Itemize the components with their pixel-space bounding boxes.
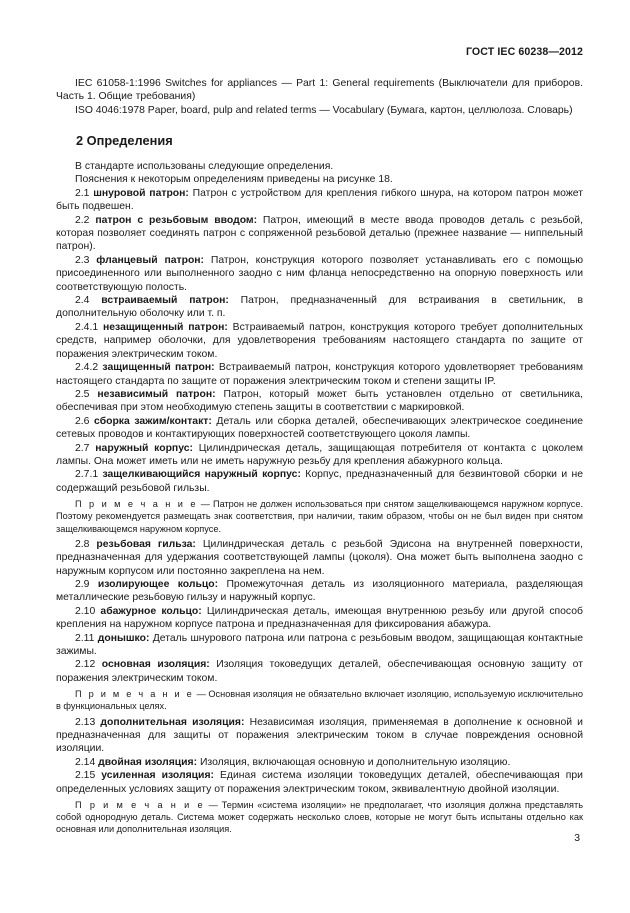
definition-term: дополнительная изоляция: xyxy=(100,716,245,728)
definition-2-13 xyxy=(56,716,583,756)
note-paragraph xyxy=(56,688,583,712)
definition-term: фланцевый патрон: xyxy=(96,254,205,266)
definition-2-7-1 xyxy=(56,468,583,495)
note-paragraph xyxy=(56,799,583,836)
intro-paragraph: В стандарте использованы следующие определения. xyxy=(75,161,334,172)
definition-2-10 xyxy=(56,605,583,632)
definition-text: Встраиваемый патрон, конструкция которого удовлетворяет требованиям настоящего стандарта по защите от поражения электрическим током и степени защиты IP. xyxy=(56,362,583,387)
definition-text: Единая система изоляции токоведущих деталей, обеспечивающая при определенных условиях защиту от поражения электрическим током, эквивалентную двойной изоляции. xyxy=(56,770,583,795)
definition-2-11 xyxy=(56,632,583,659)
definition-text: Деталь или сборка деталей, обеспечивающих электрическое соединение сетевых проводов и контактирующих поверхностей соответствующего цоколя лампы. xyxy=(56,415,583,441)
definition-number: 2.11 xyxy=(75,632,98,644)
definition-text: Патрон, имеющий в месте ввода проводов деталь с резьбой, которая позволяет соединять патрон с сопряженной резьбовой деталью (прежнее название — ниппельный патрон). xyxy=(56,214,583,253)
definition-text: Патрон с устройством для крепления гибкого шнура, на котором патрон может быть подвешен. xyxy=(56,187,583,213)
definition-term: независимый патрон: xyxy=(97,388,216,400)
definition-text: Патрон, конструкция которого позволяет устанавливать его с помощью присоединенного или выполненного заодно с ним фланца непосредственно на опорную поверхность или соответствующую полость. xyxy=(56,254,583,293)
definition-term: защелкивающийся наружный корпус: xyxy=(102,469,301,481)
note-paragraph xyxy=(56,498,583,535)
definition-term: двойная изоляция: xyxy=(98,756,198,768)
definition-text: Цилиндрическая деталь, имеющая внутреннюю резьбу или другой способ крепления на наружном корпусе патрона и предназначенная для фиксирования абажура. xyxy=(56,605,583,631)
definition-number: 2.2 xyxy=(75,214,96,226)
definition-number: 2.7.1 xyxy=(75,469,103,481)
definition-number: 2.10 xyxy=(75,605,101,617)
definition-term: донышко: xyxy=(97,632,150,644)
definition-term: защищенный патрон: xyxy=(102,362,215,374)
intro-paragraph: Пояснения к некоторым определениям приведены на рисунке 18. xyxy=(75,174,393,186)
definition-number: 2.1 xyxy=(75,187,94,199)
note-text: — Термин «система изоляции» не предполагает, что изоляция должна представлять собой однородную деталь. Система может содержать несколько слоев, которые не могут быть испытаны отдельно как основная или дополнительная изоляция. xyxy=(56,800,583,835)
definition-term: основная изоляция: xyxy=(101,659,210,671)
definition-term: усиленная изоляция: xyxy=(101,770,214,782)
definition-number: 2.4 xyxy=(75,295,102,307)
definition-2-4-2 xyxy=(56,361,583,388)
definition-2-5 xyxy=(56,388,583,415)
definition-number: 2.15 xyxy=(75,770,102,782)
definition-number: 2.8 xyxy=(75,538,97,550)
document-code-header: ГОСТ IEC 60238—2012 xyxy=(465,46,583,58)
definition-text: Патрон, который может быть установлен отдельно от светильника, обеспечивая при этом необходимую степень защиты в соответствии с маркировкой. xyxy=(56,388,583,414)
note-text: — Патрон не должен использоваться при снятом защелкивающемся наружном корпусе. Поэтому рекомендуется размещать знак соответствия, при наличии, таким образом, чтобы он не был виден при снятом защелкивающемся наружном корпусе. xyxy=(56,499,583,534)
definition-number: 2.5 xyxy=(75,388,98,400)
reference-item: ISO 4046:1978 Paper, board, pulp and related terms — Vocabulary (Бумага, картон, целлюлоза. Словарь) xyxy=(75,104,573,116)
definition-2-14 xyxy=(56,756,583,769)
definitions-block xyxy=(56,160,583,839)
definition-term: встраиваемый патрон: xyxy=(101,295,229,307)
definition-term: сборка зажим/контакт: xyxy=(94,415,212,427)
section-heading: 2 Определения xyxy=(76,133,173,148)
definition-term: патрон с резьбовым вводом: xyxy=(95,214,258,226)
definition-text: Цилиндрическая деталь с резьбой Эдисона на внутренней поверхности, предназначенная для удержания соответствующей лампы (цоколя). Она может быть выполнена заодно с наружным корпусом или постоянно закреплена на нем. xyxy=(56,538,583,577)
definition-text: Деталь шнурового патрона или патрона с резьбовым вводом, защищающая контактные зажимы. xyxy=(56,632,583,658)
definition-text: Цилиндрическая деталь, защищающая потребителя от контакта с цоколем лампы. Она может иметь или не иметь наружную резьбу для крепления абажурного кольца. xyxy=(56,442,583,467)
definition-2-9 xyxy=(56,578,583,605)
definition-term: резьбовая гильза: xyxy=(96,538,196,550)
note-text: — Основная изоляция не обязательно включает изоляцию, используемую исключительно в функциональных целях. xyxy=(56,689,583,712)
definition-2-1 xyxy=(56,187,583,214)
definition-text: Изоляция токоведущих деталей, обеспечивающая основную защиту от поражения электрическим током. xyxy=(56,659,583,684)
definition-number: 2.14 xyxy=(75,756,99,768)
note-label: П р и м е ч а н и е xyxy=(75,689,194,700)
definition-term: шнуровой патрон: xyxy=(93,187,189,199)
reference-item: IEC 61058-1:1996 Switches for appliances — Part 1: General requirements (Выключатели для приборов. Часть 1. Общие требования) xyxy=(56,78,583,103)
definition-number: 2.4.1 xyxy=(75,321,103,333)
definition-number: 2.3 xyxy=(75,254,97,266)
definition-2-7 xyxy=(56,442,583,469)
definition-text: Патрон, предназначенный для встраивания в светильник, в дополнительную оболочку или т. п. xyxy=(56,295,583,320)
definition-2-2 xyxy=(56,214,583,254)
note-label: П р и м е ч а н и е xyxy=(75,499,198,510)
definition-text: Промежуточная деталь из изоляционного материала, разделяющая металлические резьбовую гильзу и наружный корпус. xyxy=(56,578,583,604)
definition-2-8 xyxy=(56,538,583,578)
definition-2-4-1 xyxy=(56,321,583,361)
definition-number: 2.6 xyxy=(75,415,95,427)
definition-text: Изоляция, включающая основную и дополнительную изоляцию. xyxy=(197,756,511,768)
definition-text: Независимая изоляция, применяемая в дополнение к основной и предназначенная для защиты от поражения электрическим током в случае повреждения основной изоляции. xyxy=(56,716,583,755)
definition-number: 2.13 xyxy=(75,716,101,728)
references-block xyxy=(56,77,583,117)
definition-2-6 xyxy=(56,415,583,442)
definition-term: изолирующее кольцо: xyxy=(97,578,219,590)
definition-number: 2.12 xyxy=(75,659,102,671)
definition-number: 2.4.2 xyxy=(75,362,103,374)
definition-term: наружный корпус: xyxy=(95,442,193,454)
definition-2-12 xyxy=(56,658,583,685)
definition-text: Встраиваемый патрон, конструкция которого требует дополнительных средств, например оболочки, для удовлетворения требованиям настоящего стандарта по защите от поражения электрическим током. xyxy=(56,321,583,360)
definition-term: незащищенный патрон: xyxy=(102,321,228,333)
page-number: 3 xyxy=(574,833,580,844)
definition-number: 2.7 xyxy=(75,442,96,454)
definition-2-4 xyxy=(56,294,583,321)
note-label: П р и м е ч а н и е xyxy=(75,800,205,811)
definition-number: 2.9 xyxy=(75,578,98,590)
definition-2-15 xyxy=(56,769,583,796)
definition-2-3 xyxy=(56,254,583,294)
definition-term: абажурное кольцо: xyxy=(100,605,202,617)
definition-text: Корпус, предназначенный для безвинтовой сборки и не содержащий резьбовой гильзы. xyxy=(56,469,584,494)
